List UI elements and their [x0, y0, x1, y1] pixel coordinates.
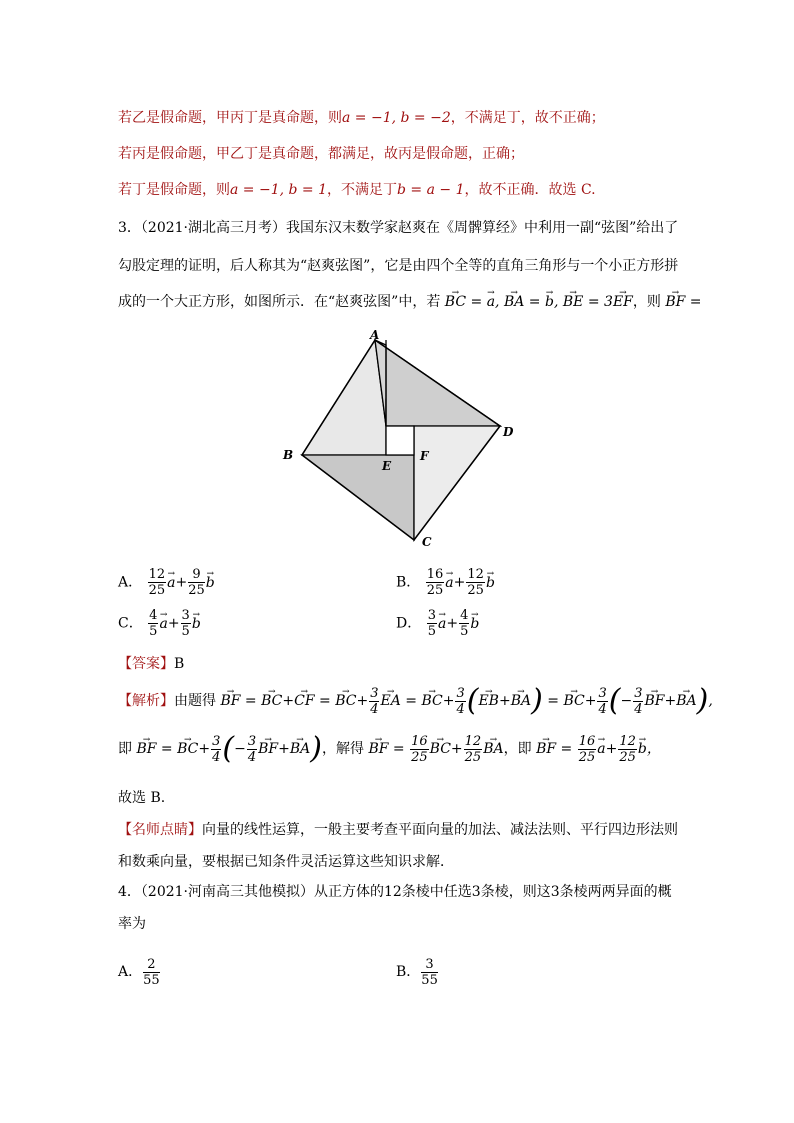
- vector-condition: → BC = → a, → BA = → b, → BE = 3→ EF: [445, 294, 633, 310]
- text: 若乙是假命题，甲丙丁是真命题，则: [118, 110, 342, 126]
- q4-option-a[interactable]: A． $\frac{2}{55}$: [118, 956, 160, 988]
- label-a: A: [370, 328, 380, 342]
- option-d[interactable]: D． $\frac{3}{5}$ → a+ $\frac{4}{5}$ → b: [396, 608, 479, 639]
- label-b: B: [283, 448, 294, 462]
- q3-line-1: 3．（2021·湖北高三月考）我国东汉末数学家赵爽在《周髀算经》中利用一副“弦图”给出了: [118, 220, 679, 236]
- math: a = −1, b = 1: [230, 182, 328, 198]
- q3-line-2: 勾股定理的证明，后人称其为“赵爽弦图”，它是由四个全等的直角三角形与一个小正方形拼: [118, 258, 679, 274]
- q4-line-2: 率为: [118, 916, 146, 932]
- option-b[interactable]: B． $\frac{16}{25}$ → a+ $\frac{12}{25}$ → b: [396, 567, 495, 598]
- reasoning-line-1: [118, 108, 605, 128]
- analysis-line-1: 【解析】由题得 → BF = → BC+→ CF = → BC+ $\frac{3}{4}$ → EA = → BC+ $\frac{3}{4}$ (→ EB+→ BA) = → BC+ $\frac{3}{4}$ (− $\frac{3}{4}$ → BF+→ BA),: [118, 684, 713, 718]
- final-choice: 故选 B.: [118, 790, 166, 806]
- label-d: D: [503, 425, 514, 439]
- reasoning-line-3: [118, 180, 596, 200]
- label-c: C: [422, 535, 432, 549]
- option-a[interactable]: A． $\frac{12}{25}$ → a+ $\frac{9}{25}$ → b: [118, 567, 215, 598]
- q3-line-3: 成的一个大正方形，如图所示．在“赵爽弦图”中，若 → BC = → a, → BA = → b, → BE = 3→ EF，则 → BF =: [118, 292, 702, 312]
- answer-tag: 【答案】: [118, 656, 174, 672]
- text: 若丁是假命题，则: [118, 182, 230, 198]
- label-e: E: [382, 459, 392, 473]
- math: b = a − 1: [397, 182, 465, 198]
- triangle-abe: [302, 340, 386, 455]
- text: ，不满足丁，故不正确；: [450, 110, 605, 126]
- q4-option-b[interactable]: B． $\frac{3}{55}$: [396, 956, 438, 988]
- text: 成的一个大正方形，如图所示．在“赵爽弦图”中，若: [118, 294, 441, 310]
- zhao-shuang-figure: [280, 322, 520, 552]
- text: ，不满足丁: [327, 182, 398, 198]
- text: ，故不正确．故选 C.: [464, 182, 596, 198]
- math: a = −1, b = −2: [342, 110, 451, 126]
- analysis-line-2: 即 → BF = → BC+ $\frac{3}{4}$ (− $\frac{3}{4}$ → BF+→ BA)，解得 → BF = $\frac{16}{25}$ → BC+ $\frac{12}{25}$ → BA，即 → BF = $\frac{16}{25}$ → a+ $\frac{12}{25}$ → b，: [118, 732, 661, 766]
- reasoning-line-2: [118, 144, 524, 164]
- text: 若丙是假命题，甲乙丁是真命题，都满足，故丙是假命题，正确；: [118, 146, 524, 162]
- label-f: F: [420, 449, 429, 463]
- q4-line-1: 4．（2021·河南高三其他模拟）从正方体的12条棱中任选3条棱，则这3条棱两两异面的概: [118, 884, 672, 900]
- tip-line-1: 【名师点睛】向量的线性运算，一般主要考查平面向量的加法、减法法则、平行四边形法则: [118, 822, 678, 838]
- inner-square: [386, 426, 414, 455]
- option-c[interactable]: C． $\frac{4}{5}$ → a+ $\frac{3}{5}$ → b: [118, 608, 201, 639]
- answer-value: B: [174, 656, 185, 672]
- answer-line: [118, 654, 184, 674]
- tip-line-2: 和数乘向量，要根据已知条件灵活运算这些知识求解．: [118, 854, 454, 870]
